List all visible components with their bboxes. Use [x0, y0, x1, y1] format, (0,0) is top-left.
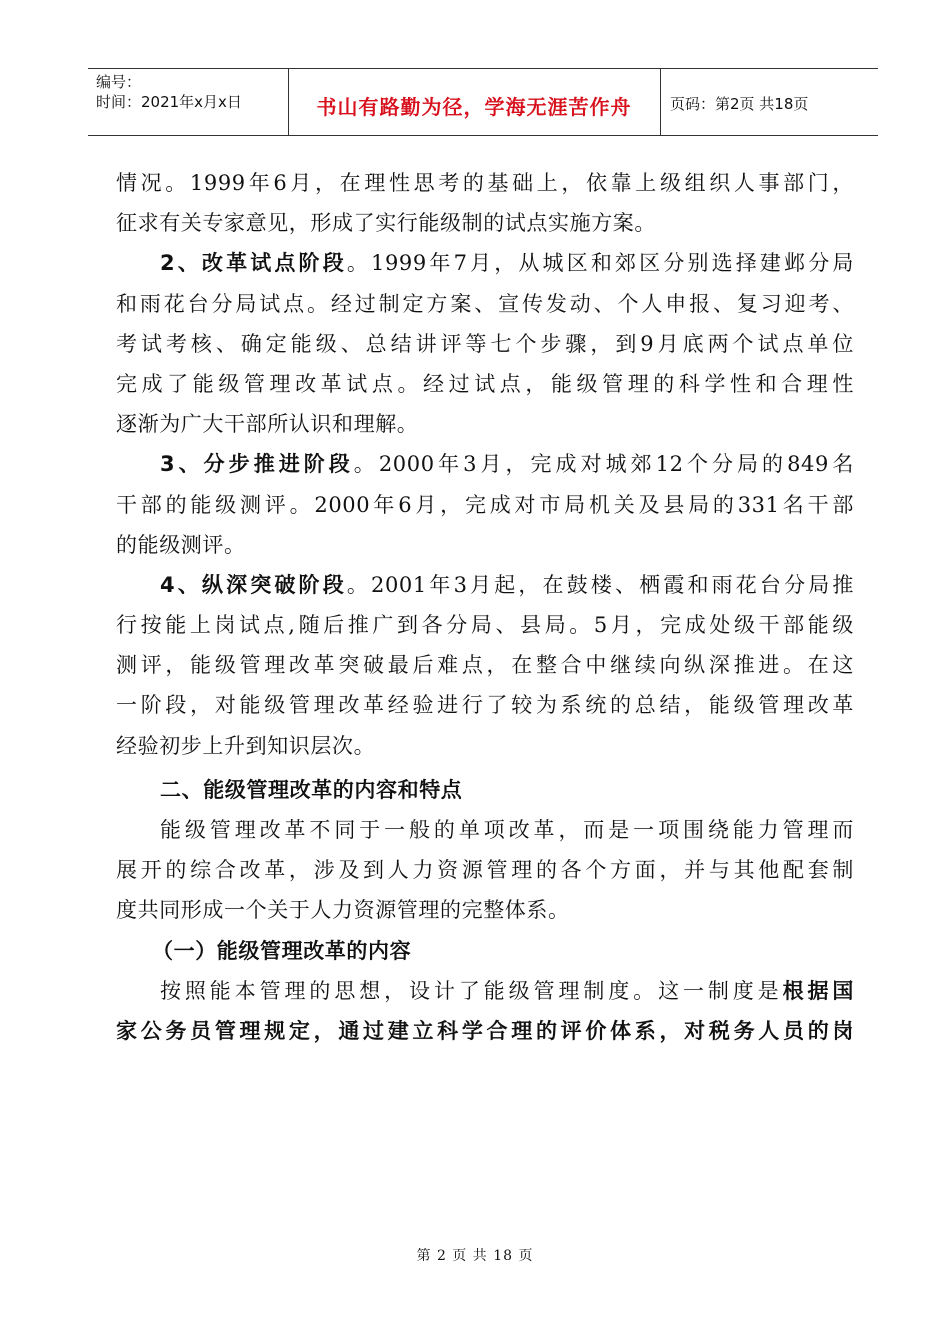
body-line: 干部的能级测评。2000年6月，完成对市局机关及县局的331名干部 [116, 492, 854, 517]
body-line: 能级管理改革不同于一般的单项改革，而是一项围绕能力管理而 [160, 818, 854, 842]
stage-heading-trial: 2、改革试点阶段 [160, 251, 347, 276]
body-line: 征求有关专家意见，形成了实行能级制的试点实施方案。 [116, 211, 656, 236]
emphasis-line: 家公务员管理规定，通过建立科学合理的评价体系，对税务人员的岗 [116, 1018, 854, 1043]
body-line: 测评，能级管理改革突破最后难点，在整合中继续向纵深推进。在这 [116, 653, 854, 678]
body-text: 。2000年3月，完成对城郊12个分局的849名 [353, 452, 854, 477]
header-motto-cell [288, 69, 661, 135]
body-line: 完成了能级管理改革试点。经过试点，能级管理的科学性和合理性 [116, 371, 854, 396]
header-page-cell [660, 69, 878, 135]
page-footer: 第 2 页 共 18 页 [416, 1248, 534, 1264]
body-line: 度共同形成一个关于人力资源管理的完整体系。 [116, 898, 570, 923]
emphasis-text: 根据国 [782, 978, 854, 1003]
body-line: 行按能上岗试点,随后推广到各分局、县局。5月，完成处级干部能级 [116, 613, 854, 638]
stage-paragraph-start [116, 565, 854, 605]
body-text: 。2001年3月起，在鼓楼、栖霞和雨花台分局推 [346, 572, 854, 597]
document-time-label: 时间：2021年x月x日 [96, 93, 242, 111]
body-line: 考试考核、确定能级、总结讲评等七个步骤，到9月底两个试点单位 [116, 331, 854, 356]
stage-paragraph-start [116, 444, 854, 484]
header-motto: 书山有路勤为径，学海无涯苦作舟 [316, 95, 632, 119]
body-line: 逐渐为广大干部所认识和理解。 [116, 412, 419, 437]
subsection-heading: （一）能级管理改革的内容 [152, 938, 412, 963]
body-line: 和雨花台分局试点。经过制定方案、宣传发动、个人申报、复习迎考、 [116, 291, 854, 316]
body-line [116, 971, 854, 1011]
header-page-info: 页码：第2页 共18页 [670, 95, 809, 113]
document-number-label: 编号： [96, 73, 142, 91]
body-line: 展开的综合改革，涉及到人力资源管理的各个方面，并与其他配套制 [116, 858, 854, 883]
body-line: 情况。1999年6月，在理性思考的基础上，依靠上级组织人事部门， [116, 171, 854, 195]
section-heading: 二、能级管理改革的内容和特点 [160, 777, 463, 802]
stage-paragraph-start [116, 243, 854, 283]
body-line: 一阶段，对能级管理改革经验进行了较为系统的总结，能级管理改革 [116, 693, 854, 718]
body-line: 的能级测评。 [116, 532, 246, 557]
body-text: 。1999年7月，从城区和郊区分别选择建邺分局 [346, 251, 854, 276]
stage-heading-breakthrough: 4、纵深突破阶段 [160, 572, 347, 597]
page-header [88, 68, 878, 136]
header-meta-cell [88, 69, 289, 135]
stage-heading-progressive: 3、分步推进阶段 [160, 452, 354, 477]
body-line: 经验初步上升到知识层次。 [116, 733, 376, 758]
document-body [116, 163, 854, 1051]
body-text: 按照能本管理的思想，设计了能级管理制度。这一制度是 [160, 978, 783, 1003]
